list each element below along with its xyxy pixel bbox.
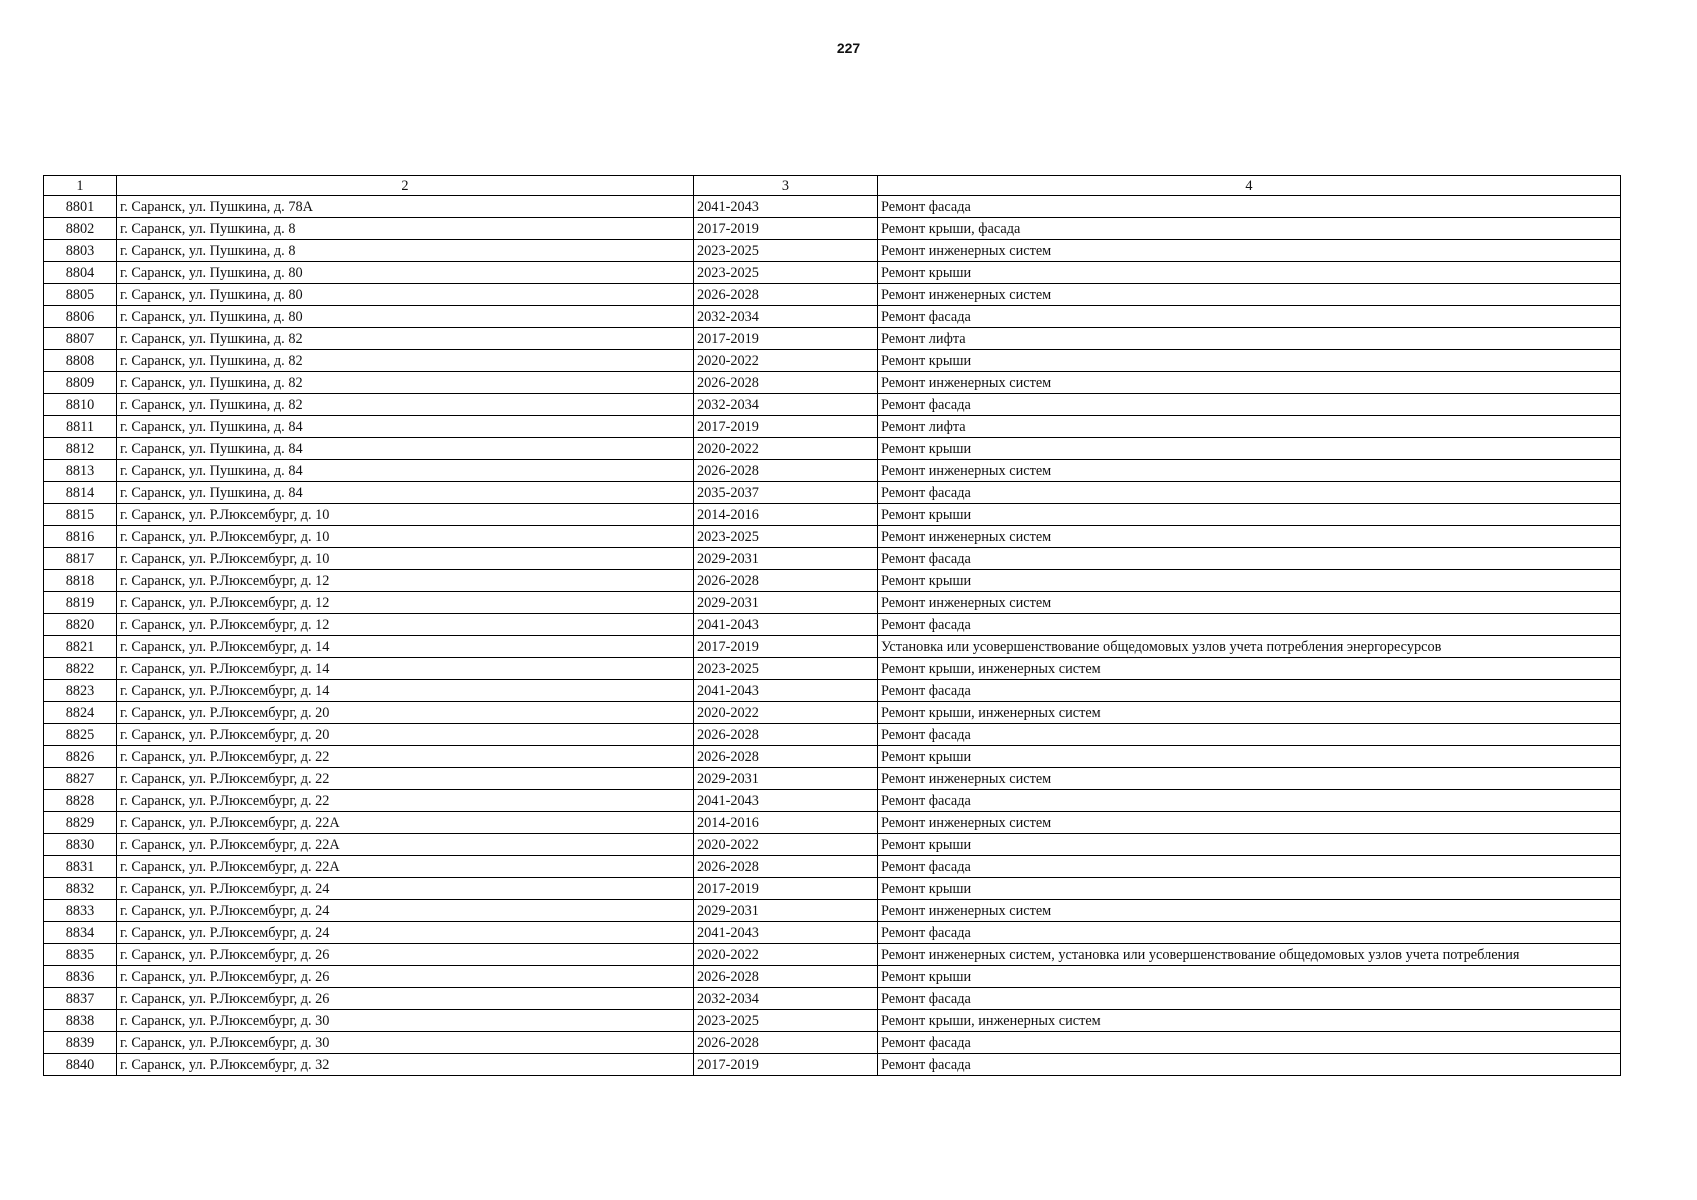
table-row <box>44 438 1621 460</box>
period-cell: 2029-2031 <box>694 768 878 790</box>
work-type-cell: Ремонт фасада <box>878 988 1621 1010</box>
row-number-cell: 8808 <box>44 350 117 372</box>
row-number-cell: 8830 <box>44 834 117 856</box>
work-type-cell: Ремонт инженерных систем <box>878 592 1621 614</box>
row-number-cell: 8806 <box>44 306 117 328</box>
work-type-cell: Ремонт крыши, инженерных систем <box>878 702 1621 724</box>
period-cell: 2026-2028 <box>694 724 878 746</box>
table-row <box>44 856 1621 878</box>
period-cell: 2029-2031 <box>694 548 878 570</box>
work-type-cell: Ремонт инженерных систем <box>878 372 1621 394</box>
address-cell: г. Саранск, ул. Р.Люксембург, д. 22А <box>117 812 694 834</box>
table-row <box>44 460 1621 482</box>
address-cell: г. Саранск, ул. Р.Люксембург, д. 14 <box>117 680 694 702</box>
table-row <box>44 328 1621 350</box>
period-cell: 2026-2028 <box>694 746 878 768</box>
work-type-cell: Ремонт фасада <box>878 614 1621 636</box>
data-table-container <box>43 175 1620 1076</box>
work-type-cell: Ремонт крыши <box>878 570 1621 592</box>
row-number-cell: 8804 <box>44 262 117 284</box>
table-row <box>44 1054 1621 1076</box>
row-number-cell: 8829 <box>44 812 117 834</box>
period-cell: 2026-2028 <box>694 1032 878 1054</box>
period-cell: 2020-2022 <box>694 438 878 460</box>
work-type-cell: Ремонт инженерных систем <box>878 768 1621 790</box>
table-row <box>44 790 1621 812</box>
row-number-cell: 8824 <box>44 702 117 724</box>
table-row <box>44 746 1621 768</box>
work-type-cell: Ремонт крыши <box>878 262 1621 284</box>
period-cell: 2041-2043 <box>694 680 878 702</box>
work-type-cell: Ремонт инженерных систем <box>878 900 1621 922</box>
column-header-3: 3 <box>694 176 878 196</box>
table-row <box>44 570 1621 592</box>
row-number-cell: 8835 <box>44 944 117 966</box>
address-cell: г. Саранск, ул. Р.Люксембург, д. 10 <box>117 526 694 548</box>
period-cell: 2032-2034 <box>694 394 878 416</box>
period-cell: 2020-2022 <box>694 350 878 372</box>
address-cell: г. Саранск, ул. Р.Люксембург, д. 20 <box>117 702 694 724</box>
row-number-cell: 8831 <box>44 856 117 878</box>
work-type-cell: Ремонт крыши <box>878 438 1621 460</box>
work-type-cell: Ремонт лифта <box>878 328 1621 350</box>
address-cell: г. Саранск, ул. Пушкина, д. 8 <box>117 240 694 262</box>
row-number-cell: 8827 <box>44 768 117 790</box>
work-type-cell: Ремонт фасада <box>878 1054 1621 1076</box>
row-number-cell: 8809 <box>44 372 117 394</box>
work-type-cell: Ремонт крыши <box>878 966 1621 988</box>
row-number-cell: 8823 <box>44 680 117 702</box>
row-number-cell: 8822 <box>44 658 117 680</box>
address-cell: г. Саранск, ул. Р.Люксембург, д. 12 <box>117 592 694 614</box>
work-type-cell: Ремонт инженерных систем, установка или усовершенствование общедомовых узлов учета потребления <box>878 944 1621 966</box>
address-cell: г. Саранск, ул. Р.Люксембург, д. 32 <box>117 1054 694 1076</box>
row-number-cell: 8811 <box>44 416 117 438</box>
table-row <box>44 350 1621 372</box>
row-number-cell: 8803 <box>44 240 117 262</box>
address-cell: г. Саранск, ул. Пушкина, д. 80 <box>117 306 694 328</box>
work-type-cell: Ремонт фасада <box>878 196 1621 218</box>
table-body <box>44 196 1621 1076</box>
table-row <box>44 240 1621 262</box>
address-cell: г. Саранск, ул. Р.Люксембург, д. 30 <box>117 1032 694 1054</box>
row-number-cell: 8815 <box>44 504 117 526</box>
period-cell: 2020-2022 <box>694 834 878 856</box>
row-number-cell: 8805 <box>44 284 117 306</box>
table-row <box>44 988 1621 1010</box>
row-number-cell: 8818 <box>44 570 117 592</box>
row-number-cell: 8810 <box>44 394 117 416</box>
table-row <box>44 636 1621 658</box>
table-row <box>44 548 1621 570</box>
period-cell: 2023-2025 <box>694 526 878 548</box>
table-row <box>44 922 1621 944</box>
work-type-cell: Установка или усовершенствование общедомовых узлов учета потребления энергоресурсов <box>878 636 1621 658</box>
work-type-cell: Ремонт фасада <box>878 724 1621 746</box>
address-cell: г. Саранск, ул. Пушкина, д. 80 <box>117 262 694 284</box>
table-row <box>44 284 1621 306</box>
period-cell: 2017-2019 <box>694 1054 878 1076</box>
work-type-cell: Ремонт крыши <box>878 746 1621 768</box>
work-type-cell: Ремонт инженерных систем <box>878 460 1621 482</box>
period-cell: 2041-2043 <box>694 790 878 812</box>
row-number-cell: 8817 <box>44 548 117 570</box>
address-cell: г. Саранск, ул. Пушкина, д. 84 <box>117 482 694 504</box>
row-number-cell: 8833 <box>44 900 117 922</box>
period-cell: 2026-2028 <box>694 284 878 306</box>
address-cell: г. Саранск, ул. Пушкина, д. 78А <box>117 196 694 218</box>
row-number-cell: 8840 <box>44 1054 117 1076</box>
data-table <box>43 175 1621 1076</box>
table-row <box>44 416 1621 438</box>
table-row <box>44 878 1621 900</box>
work-type-cell: Ремонт инженерных систем <box>878 526 1621 548</box>
table-row <box>44 218 1621 240</box>
address-cell: г. Саранск, ул. Р.Люксембург, д. 10 <box>117 504 694 526</box>
row-number-cell: 8807 <box>44 328 117 350</box>
period-cell: 2041-2043 <box>694 614 878 636</box>
work-type-cell: Ремонт крыши <box>878 878 1621 900</box>
table-row <box>44 394 1621 416</box>
period-cell: 2026-2028 <box>694 966 878 988</box>
period-cell: 2041-2043 <box>694 196 878 218</box>
table-row <box>44 724 1621 746</box>
row-number-cell: 8816 <box>44 526 117 548</box>
work-type-cell: Ремонт фасада <box>878 548 1621 570</box>
row-number-cell: 8828 <box>44 790 117 812</box>
row-number-cell: 8839 <box>44 1032 117 1054</box>
table-row <box>44 1010 1621 1032</box>
row-number-cell: 8836 <box>44 966 117 988</box>
work-type-cell: Ремонт лифта <box>878 416 1621 438</box>
address-cell: г. Саранск, ул. Р.Люксембург, д. 22А <box>117 856 694 878</box>
row-number-cell: 8813 <box>44 460 117 482</box>
period-cell: 2026-2028 <box>694 570 878 592</box>
period-cell: 2032-2034 <box>694 306 878 328</box>
table-row <box>44 966 1621 988</box>
address-cell: г. Саранск, ул. Р.Люксембург, д. 24 <box>117 878 694 900</box>
table-row <box>44 504 1621 526</box>
address-cell: г. Саранск, ул. Пушкина, д. 82 <box>117 372 694 394</box>
address-cell: г. Саранск, ул. Р.Люксембург, д. 14 <box>117 636 694 658</box>
header-row <box>44 176 1621 196</box>
address-cell: г. Саранск, ул. Р.Люксембург, д. 26 <box>117 966 694 988</box>
row-number-cell: 8832 <box>44 878 117 900</box>
period-cell: 2020-2022 <box>694 944 878 966</box>
row-number-cell: 8812 <box>44 438 117 460</box>
address-cell: г. Саранск, ул. Пушкина, д. 82 <box>117 328 694 350</box>
work-type-cell: Ремонт фасада <box>878 1032 1621 1054</box>
address-cell: г. Саранск, ул. Пушкина, д. 84 <box>117 438 694 460</box>
table-row <box>44 702 1621 724</box>
row-number-cell: 8826 <box>44 746 117 768</box>
address-cell: г. Саранск, ул. Р.Люксембург, д. 26 <box>117 944 694 966</box>
period-cell: 2032-2034 <box>694 988 878 1010</box>
address-cell: г. Саранск, ул. Пушкина, д. 80 <box>117 284 694 306</box>
table-row <box>44 592 1621 614</box>
period-cell: 2017-2019 <box>694 416 878 438</box>
work-type-cell: Ремонт крыши, инженерных систем <box>878 1010 1621 1032</box>
row-number-cell: 8802 <box>44 218 117 240</box>
row-number-cell: 8820 <box>44 614 117 636</box>
address-cell: г. Саранск, ул. Пушкина, д. 8 <box>117 218 694 240</box>
table-row <box>44 768 1621 790</box>
period-cell: 2026-2028 <box>694 372 878 394</box>
work-type-cell: Ремонт инженерных систем <box>878 284 1621 306</box>
table-row <box>44 482 1621 504</box>
period-cell: 2023-2025 <box>694 1010 878 1032</box>
address-cell: г. Саранск, ул. Пушкина, д. 82 <box>117 350 694 372</box>
period-cell: 2020-2022 <box>694 702 878 724</box>
address-cell: г. Саранск, ул. Р.Люксембург, д. 22 <box>117 746 694 768</box>
address-cell: г. Саранск, ул. Р.Люксембург, д. 20 <box>117 724 694 746</box>
address-cell: г. Саранск, ул. Р.Люксембург, д. 14 <box>117 658 694 680</box>
period-cell: 2026-2028 <box>694 460 878 482</box>
work-type-cell: Ремонт фасада <box>878 306 1621 328</box>
work-type-cell: Ремонт фасада <box>878 394 1621 416</box>
work-type-cell: Ремонт фасада <box>878 856 1621 878</box>
period-cell: 2014-2016 <box>694 504 878 526</box>
period-cell: 2041-2043 <box>694 922 878 944</box>
table-row <box>44 658 1621 680</box>
address-cell: г. Саранск, ул. Р.Люксембург, д. 22 <box>117 790 694 812</box>
period-cell: 2023-2025 <box>694 658 878 680</box>
work-type-cell: Ремонт фасада <box>878 790 1621 812</box>
address-cell: г. Саранск, ул. Р.Люксембург, д. 12 <box>117 570 694 592</box>
period-cell: 2017-2019 <box>694 328 878 350</box>
period-cell: 2029-2031 <box>694 592 878 614</box>
period-cell: 2017-2019 <box>694 636 878 658</box>
work-type-cell: Ремонт фасада <box>878 482 1621 504</box>
column-header-1: 1 <box>44 176 117 196</box>
work-type-cell: Ремонт крыши, инженерных систем <box>878 658 1621 680</box>
work-type-cell: Ремонт крыши, фасада <box>878 218 1621 240</box>
row-number-cell: 8837 <box>44 988 117 1010</box>
address-cell: г. Саранск, ул. Пушкина, д. 82 <box>117 394 694 416</box>
row-number-cell: 8814 <box>44 482 117 504</box>
work-type-cell: Ремонт фасада <box>878 922 1621 944</box>
work-type-cell: Ремонт крыши <box>878 834 1621 856</box>
address-cell: г. Саранск, ул. Р.Люксембург, д. 26 <box>117 988 694 1010</box>
address-cell: г. Саранск, ул. Р.Люксембург, д. 24 <box>117 922 694 944</box>
period-cell: 2035-2037 <box>694 482 878 504</box>
table-row <box>44 372 1621 394</box>
row-number-cell: 8825 <box>44 724 117 746</box>
address-cell: г. Саранск, ул. Р.Люксембург, д. 22А <box>117 834 694 856</box>
table-row <box>44 262 1621 284</box>
address-cell: г. Саранск, ул. Пушкина, д. 84 <box>117 460 694 482</box>
page-number: 227 <box>836 40 861 56</box>
period-cell: 2014-2016 <box>694 812 878 834</box>
work-type-cell: Ремонт инженерных систем <box>878 812 1621 834</box>
work-type-cell: Ремонт крыши <box>878 350 1621 372</box>
table-row <box>44 944 1621 966</box>
work-type-cell: Ремонт крыши <box>878 504 1621 526</box>
table-row <box>44 680 1621 702</box>
row-number-cell: 8838 <box>44 1010 117 1032</box>
period-cell: 2023-2025 <box>694 240 878 262</box>
column-header-4: 4 <box>878 176 1621 196</box>
table-row <box>44 196 1621 218</box>
row-number-cell: 8819 <box>44 592 117 614</box>
table-row <box>44 812 1621 834</box>
address-cell: г. Саранск, ул. Р.Люксембург, д. 30 <box>117 1010 694 1032</box>
address-cell: г. Саранск, ул. Р.Люксембург, д. 12 <box>117 614 694 636</box>
table-row <box>44 1032 1621 1054</box>
period-cell: 2023-2025 <box>694 262 878 284</box>
table-row <box>44 900 1621 922</box>
row-number-cell: 8834 <box>44 922 117 944</box>
address-cell: г. Саранск, ул. Пушкина, д. 84 <box>117 416 694 438</box>
table-row <box>44 526 1621 548</box>
period-cell: 2017-2019 <box>694 878 878 900</box>
work-type-cell: Ремонт инженерных систем <box>878 240 1621 262</box>
period-cell: 2026-2028 <box>694 856 878 878</box>
period-cell: 2029-2031 <box>694 900 878 922</box>
table-row <box>44 306 1621 328</box>
column-header-2: 2 <box>117 176 694 196</box>
address-cell: г. Саранск, ул. Р.Люксембург, д. 10 <box>117 548 694 570</box>
address-cell: г. Саранск, ул. Р.Люксембург, д. 22 <box>117 768 694 790</box>
work-type-cell: Ремонт фасада <box>878 680 1621 702</box>
table-row <box>44 614 1621 636</box>
row-number-cell: 8801 <box>44 196 117 218</box>
table-row <box>44 834 1621 856</box>
period-cell: 2017-2019 <box>694 218 878 240</box>
address-cell: г. Саранск, ул. Р.Люксембург, д. 24 <box>117 900 694 922</box>
row-number-cell: 8821 <box>44 636 117 658</box>
